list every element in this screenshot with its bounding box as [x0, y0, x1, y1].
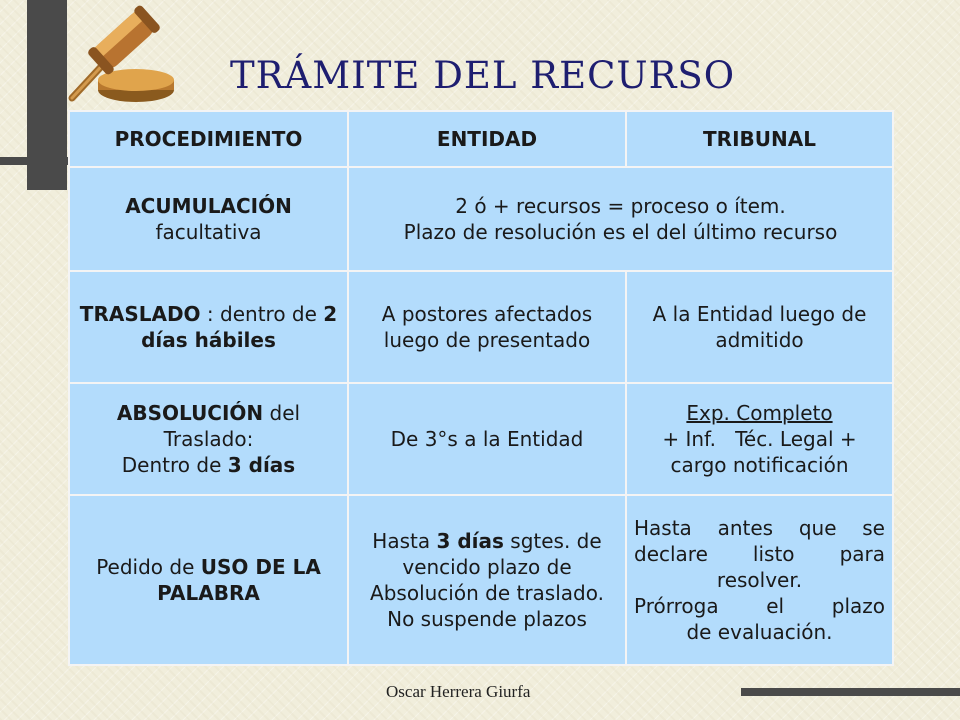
- traslado-mid: : dentro de: [200, 302, 324, 326]
- row4-tribunal-line3: resolver.: [716, 568, 803, 592]
- table-row: [69, 495, 893, 665]
- row1-merged-cell: [348, 167, 893, 271]
- traslado-deadline: 2 días hábiles: [141, 302, 338, 352]
- table-row: [69, 167, 893, 271]
- row4-entidad-line2: No suspende plazos: [387, 607, 587, 631]
- row3-tribunal-line1: Exp. Completo: [686, 401, 833, 425]
- uso-palabra-label: USO DE LA PALABRA: [157, 555, 321, 605]
- footer-author: Oscar Herrera Giurfa: [386, 682, 531, 701]
- procedure-table: [68, 110, 894, 666]
- table-header-row: [69, 111, 893, 167]
- table-row: [69, 383, 893, 495]
- decorative-dark-bar-horizontal: [0, 157, 70, 165]
- row4-tribunal: [626, 495, 893, 665]
- header-procedimiento: PROCEDIMIENTO: [69, 111, 348, 167]
- absolucion-pre: Dentro de: [121, 453, 228, 477]
- row1-merged-line1: 2 ó + recursos = proceso o ítem.: [455, 194, 786, 218]
- acumulacion-detail: facultativa: [155, 220, 262, 244]
- page-title: TRÁMITE DEL RECURSO: [230, 54, 736, 97]
- row4-entidad: [348, 495, 626, 665]
- absolucion-label: ABSOLUCIÓN: [116, 401, 264, 425]
- row3-procedimiento: [69, 383, 348, 495]
- row3-tribunal-line3: cargo notificación: [670, 453, 849, 477]
- header-entidad: ENTIDAD: [348, 111, 626, 167]
- table-row: [69, 271, 893, 383]
- row4-tribunal-line2: declare listo para: [634, 542, 885, 566]
- row4-tribunal-line4: Prórroga el plazo: [634, 594, 885, 618]
- header-tribunal: TRIBUNAL: [626, 111, 893, 167]
- absolucion-mid: del Traslado:: [163, 401, 301, 451]
- row2-procedimiento: [69, 271, 348, 383]
- row1-procedimiento: [69, 167, 348, 271]
- row3-entidad: De 3°s a la Entidad: [348, 383, 626, 495]
- row1-merged-line2: Plazo de resolución es el del último recurso: [403, 220, 838, 244]
- row4-entidad-pre: Hasta: [372, 529, 437, 553]
- row4-tribunal-line1: Hasta antes que se: [634, 516, 885, 540]
- row4-tribunal-line5: de evaluación.: [686, 620, 833, 644]
- gavel-icon: [58, 2, 178, 110]
- row3-tribunal: [626, 383, 893, 495]
- row4-entidad-days: 3 días: [436, 529, 504, 553]
- traslado-label: TRASLADO: [79, 302, 201, 326]
- decorative-dark-bar-bottom: [741, 688, 960, 696]
- row4-entidad-post: sgtes. de vencido plazo de Absolución de traslado.: [370, 529, 604, 605]
- row3-tribunal-line2: + Inf. Téc. Legal +: [662, 427, 857, 451]
- row2-entidad: A postores afectados luego de presentado: [348, 271, 626, 383]
- uso-palabra-pre: Pedido de: [96, 555, 201, 579]
- acumulacion-label: ACUMULACIÓN: [125, 194, 292, 218]
- row2-tribunal: A la Entidad luego de admitido: [626, 271, 893, 383]
- absolucion-deadline: 3 días: [227, 453, 296, 477]
- row4-procedimiento: [69, 495, 348, 665]
